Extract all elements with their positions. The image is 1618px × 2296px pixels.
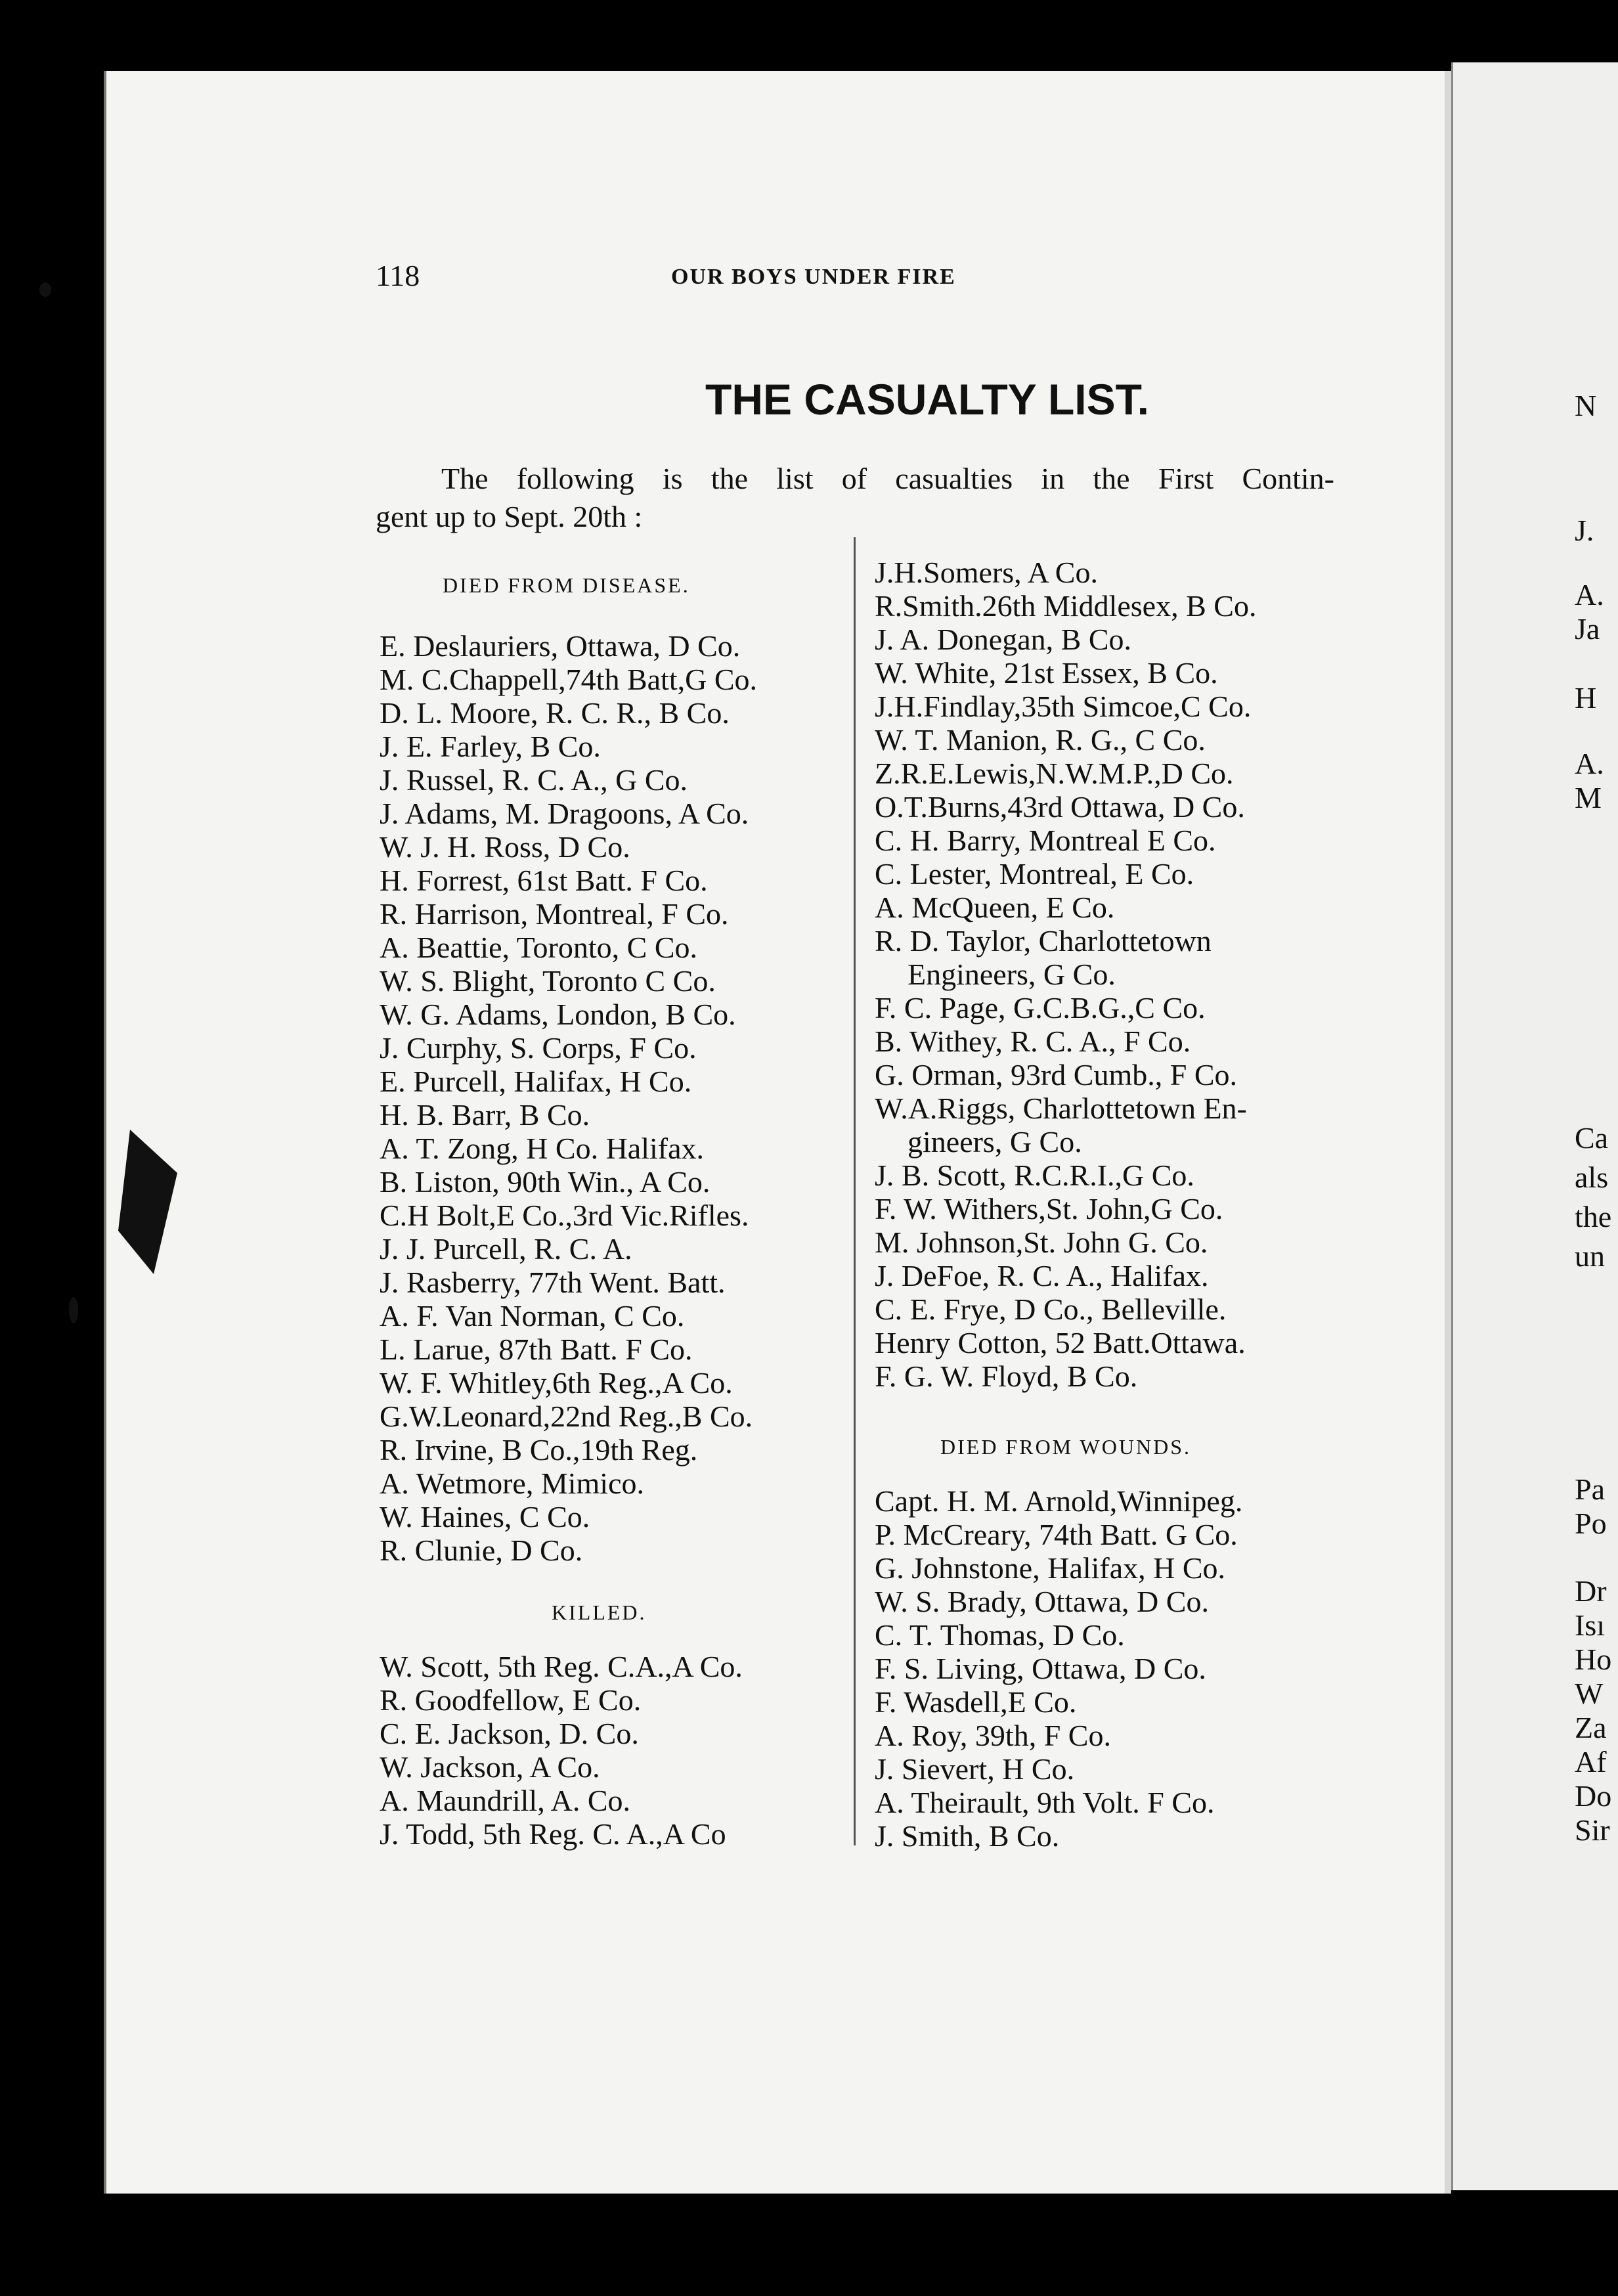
killed-list (380, 1650, 743, 1851)
adjacent-fragment: Af (1575, 1745, 1607, 1778)
list-item: M. Johnson,St. John G. Co. (875, 1225, 1208, 1259)
list-item: W. S. Brady, Ottawa, D Co. (875, 1585, 1209, 1618)
list-item: C. H. Barry, Montreal E Co. (875, 824, 1216, 857)
list-item: J.H.Somers, A Co. (875, 556, 1098, 589)
list-item: A. McQueen, E Co. (875, 891, 1115, 924)
list-item: A. Beattie, Toronto, C Co. (380, 931, 698, 964)
died-from-disease-continued-list (875, 556, 1256, 1393)
list-item: J. E. Farley, B Co. (380, 730, 601, 763)
list-item: G. Orman, 93rd Cumb., F Co. (875, 1058, 1237, 1092)
list-item: J. Adams, M. Dragoons, A Co. (380, 797, 749, 830)
list-item: W.A.Riggs, Charlottetown En- (875, 1092, 1247, 1125)
adjacent-fragment: W (1575, 1677, 1604, 1710)
page-title: THE CASUALTY LIST. (705, 375, 1149, 424)
list-item: J.H.Findlay,35th Simcoe,C Co. (875, 690, 1252, 723)
list-item: E. Deslauriers, Ottawa, D Co. (380, 629, 741, 663)
list-item: M. C.Chappell,74th Batt,G Co. (380, 663, 757, 696)
list-item: F. C. Page, G.C.B.G.,C Co. (875, 991, 1206, 1025)
list-item: W. S. Blight, Toronto C Co. (380, 964, 716, 998)
list-item: Z.R.E.Lewis,N.W.M.P.,D Co. (875, 757, 1234, 790)
list-item: F. Wasdell,E Co. (875, 1685, 1077, 1719)
list-item: J. A. Donegan, B Co. (875, 623, 1131, 656)
list-item: L. Larue, 87th Batt. F Co. (380, 1333, 693, 1366)
column-divider (854, 537, 856, 1845)
adjacent-fragment: Ca (1575, 1121, 1609, 1155)
adjacent-fragment: Dr (1575, 1574, 1607, 1608)
list-item: A. Roy, 39th, F Co. (875, 1719, 1111, 1752)
list-item: C. E. Frye, D Co., Belleville. (875, 1292, 1227, 1326)
list-item: H. Forrest, 61st Batt. F Co. (380, 864, 708, 897)
list-item: W. T. Manion, R. G., C Co. (875, 723, 1206, 757)
list-item: J. Smith, B Co. (875, 1819, 1060, 1853)
section-heading-died-from-wounds: DIED FROM WOUNDS. (940, 1435, 1191, 1459)
list-item: H. B. Barr, B Co. (380, 1098, 590, 1132)
adjacent-fragment: Ja (1575, 612, 1600, 646)
list-item: R. Goodfellow, E Co. (380, 1683, 642, 1717)
list-item: O.T.Burns,43rd Ottawa, D Co. (875, 790, 1245, 824)
list-item: Henry Cotton, 52 Batt.Ottawa. (875, 1326, 1246, 1359)
list-item: A. T. Zong, H Co. Halifax. (380, 1132, 705, 1165)
list-item: G.W.Leonard,22nd Reg.,B Co. (380, 1400, 753, 1433)
list-item: C.H Bolt,E Co.,3rd Vic.Rifles. (380, 1199, 749, 1232)
list-item: C. T. Thomas, D Co. (875, 1618, 1125, 1652)
list-item: R. Harrison, Montreal, F Co. (380, 897, 729, 931)
adjacent-fragment: the (1575, 1200, 1612, 1233)
adjacent-fragment: Sir (1575, 1813, 1610, 1847)
list-item: R. Clunie, D Co. (380, 1534, 583, 1567)
page-number: 118 (376, 259, 420, 292)
section-heading-died-from-disease: DIED FROM DISEASE. (443, 573, 690, 597)
list-item: F. W. Withers,St. John,G Co. (875, 1192, 1223, 1225)
list-item: P. McCreary, 74th Batt. G Co. (875, 1518, 1238, 1551)
died-from-disease-list (380, 629, 757, 1567)
adjacent-fragment: Isı (1575, 1608, 1605, 1642)
list-item: W. White, 21st Essex, B Co. (875, 656, 1218, 690)
intro-paragraph (376, 460, 1334, 536)
scan-speck (39, 282, 51, 297)
list-item: J. Russel, R. C. A., G Co. (380, 763, 688, 797)
list-item: R. Irvine, B Co.,19th Reg. (380, 1433, 698, 1467)
adjacent-fragment: J. (1575, 514, 1594, 547)
scan-speck (69, 1297, 78, 1323)
list-item: J. Curphy, S. Corps, F Co. (380, 1031, 697, 1065)
list-item: B. Withey, R. C. A., F Co. (875, 1025, 1191, 1058)
list-item: F. G. W. Floyd, B Co. (875, 1359, 1138, 1393)
intro-line: gent up to Sept. 20th : (376, 500, 643, 533)
adjacent-fragment: N (1575, 389, 1597, 422)
list-item: J. B. Scott, R.C.R.I.,G Co. (875, 1159, 1194, 1192)
list-item: J. Sievert, H Co. (875, 1752, 1075, 1786)
list-item: W. Jackson, A Co. (380, 1750, 600, 1784)
intro-line: The following is the list of casualties in the First Contin- (441, 462, 1334, 495)
adjacent-fragment: Ho (1575, 1643, 1612, 1676)
list-item: C. E. Jackson, D. Co. (380, 1717, 639, 1750)
list-item: B. Liston, 90th Win., A Co. (380, 1165, 711, 1199)
section-heading-killed: KILLED. (552, 1601, 647, 1624)
list-item: W. G. Adams, London, B Co. (380, 998, 736, 1031)
list-item: A. Wetmore, Mimico. (380, 1467, 644, 1500)
adjacent-fragment: als (1575, 1160, 1609, 1194)
list-item: J. Rasberry, 77th Went. Batt. (380, 1266, 726, 1299)
list-item: A. F. Van Norman, C Co. (380, 1299, 685, 1333)
adjacent-fragment: Za (1575, 1711, 1607, 1744)
adjacent-fragment: Pa (1575, 1472, 1605, 1506)
adjacent-fragment: H (1575, 681, 1597, 715)
adjacent-fragment: Do (1575, 1779, 1612, 1813)
adjacent-fragment: Po (1575, 1507, 1607, 1540)
list-item: J. DeFoe, R. C. A., Halifax. (875, 1259, 1209, 1292)
list-item: Engineers, G Co. (907, 958, 1116, 991)
list-item: gineers, G Co. (907, 1125, 1082, 1159)
list-item: R. D. Taylor, Charlottetown (875, 924, 1212, 958)
list-item: C. Lester, Montreal, E Co. (875, 857, 1194, 891)
list-item: W. Haines, C Co. (380, 1500, 590, 1534)
running-title: OUR BOYS UNDER FIRE (671, 265, 956, 289)
list-item: A. Maundrill, A. Co. (380, 1784, 631, 1817)
list-item: J. Todd, 5th Reg. C. A.,A Co (380, 1817, 726, 1851)
list-item: D. L. Moore, R. C. R., B Co. (380, 696, 730, 730)
list-item: A. Theirault, 9th Volt. F Co. (875, 1786, 1215, 1819)
adjacent-fragment: un (1575, 1239, 1605, 1273)
list-item: W. J. H. Ross, D Co. (380, 830, 630, 864)
list-item: F. S. Living, Ottawa, D Co. (875, 1652, 1206, 1685)
list-item: G. Johnstone, Halifax, H Co. (875, 1551, 1226, 1585)
list-item: W. F. Whitley,6th Reg.,A Co. (380, 1366, 733, 1400)
died-from-wounds-list (875, 1484, 1242, 1853)
adjacent-fragment: A. (1575, 747, 1604, 780)
adjacent-fragment: A. (1575, 578, 1604, 611)
adjacent-fragment: M (1575, 781, 1602, 814)
list-item: Capt. H. M. Arnold,Winnipeg. (875, 1484, 1243, 1518)
list-item: E. Purcell, Halifax, H Co. (380, 1065, 692, 1098)
list-item: W. Scott, 5th Reg. C.A.,A Co. (380, 1650, 743, 1683)
list-item: R.Smith.26th Middlesex, B Co. (875, 589, 1257, 623)
list-item: J. J. Purcell, R. C. A. (380, 1232, 632, 1266)
